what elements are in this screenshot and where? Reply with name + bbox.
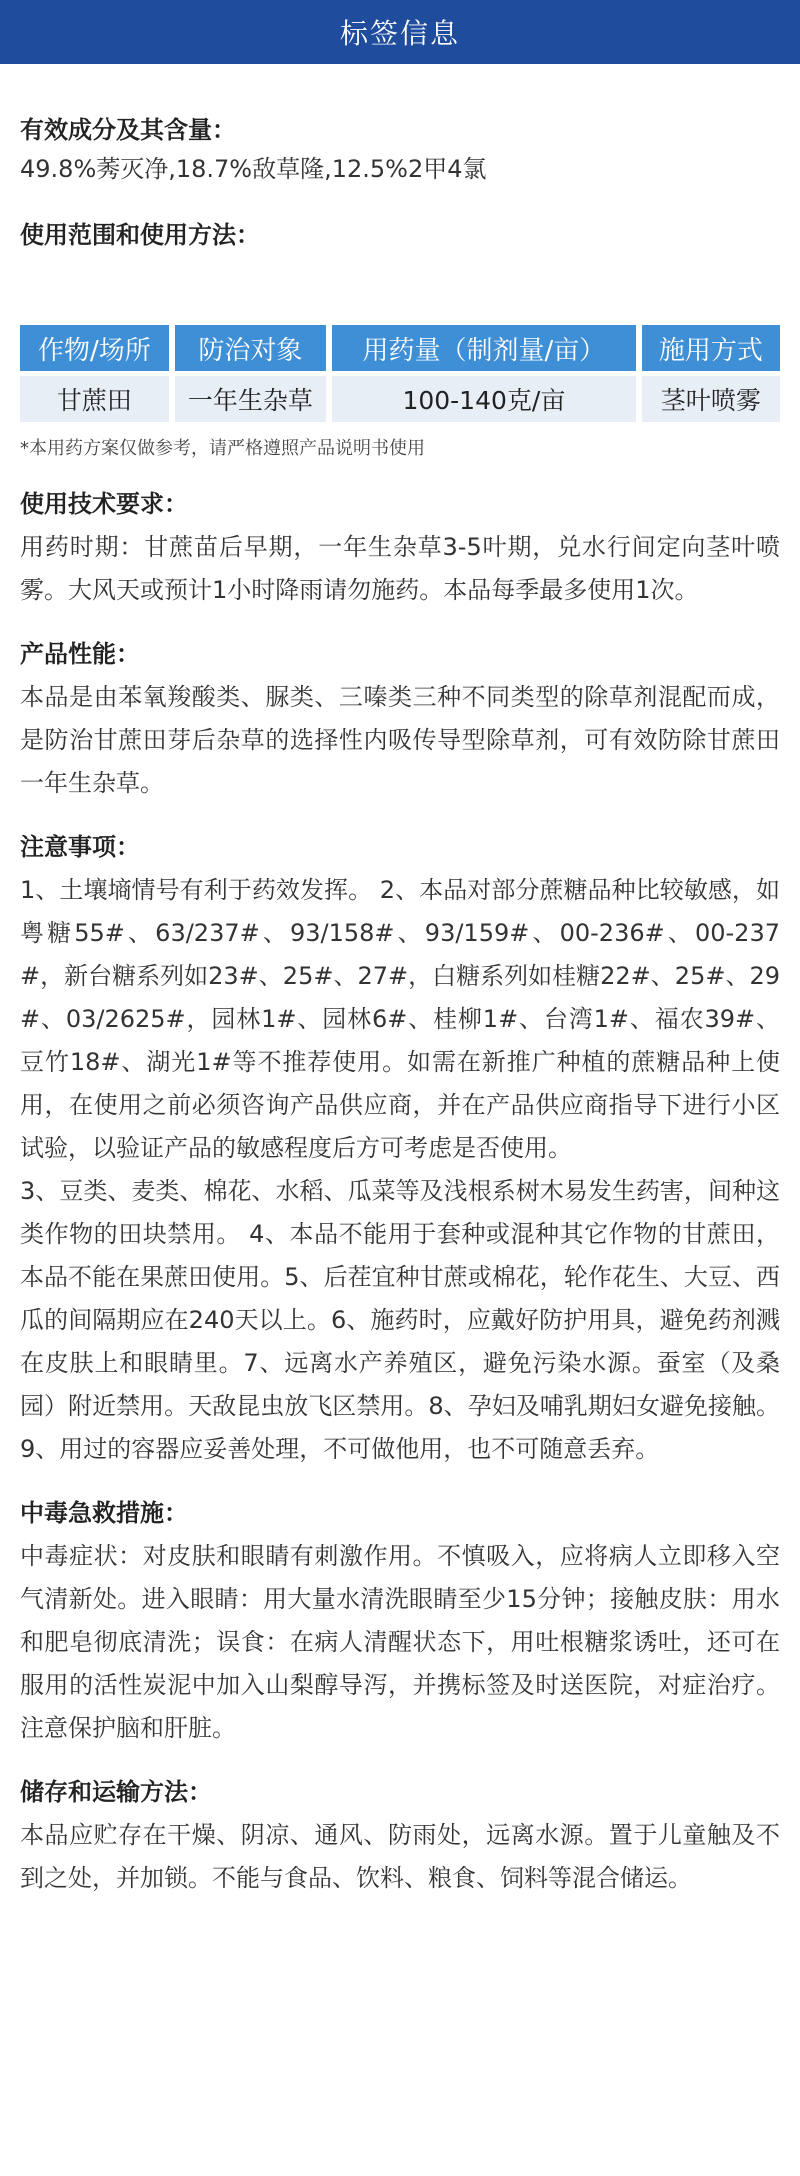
precautions-section: [20, 829, 780, 1471]
storage-title: 储存和运输方法：: [20, 1778, 212, 1806]
storage-section: [20, 1774, 780, 1900]
usage-table: [14, 325, 786, 422]
usage-title: 使用范围和使用方法：: [20, 221, 260, 249]
ingredients-title: 有效成分及其含量：: [20, 116, 236, 144]
ingredients-text: 49.8%莠灭净,18.7%敌草隆,12.5%2甲4氯: [20, 155, 487, 183]
table-cell: 100-140克/亩: [332, 371, 636, 422]
usage-section: [20, 217, 780, 462]
performance-text: 本品是由苯氧羧酸类、脲类、三嗪类三种不同类型的除草剂混配而成，是防治甘蔗田芽后杂草的选择性内吸传导型除草剂，可有效防除甘蔗田一年生杂草。: [20, 683, 780, 797]
precautions-text-1: 1、土壤墒情号有利于药效发挥。 2、本品对部分蔗糖品种比较敏感，如粤糖55#、63/237#、93/158#、93/159#、00-236#、00-237#，新台糖系列如23#、25#、27#，白糖系列如桂糖22#、25#、29#、03/2625#，园林1#、园林6#、桂柳1#、台湾1#、福农39#、豆竹18#、湖光1#等不推荐使用。如需在新推广种植的蔗糖品种上使用，在使用之前必须咨询产品供应商，并在产品供应商指导下进行小区试验，以验证产品的敏感程度后方可考虑是否使用。: [20, 876, 780, 1162]
column-header: 作物/场所: [20, 325, 169, 371]
ingredients-section: [20, 112, 780, 191]
usage-note: *本用药方案仅做参考，请严格遵照产品说明书使用: [20, 438, 425, 459]
technical-section: [20, 486, 780, 612]
label-content: [0, 112, 800, 1900]
firstaid-text: 中毒症状：对皮肤和眼睛有刺激作用。不慎吸入，应将病人立即移入空气清新处。进入眼睛：用大量水清洗眼睛至少15分钟；接触皮肤：用水和肥皂彻底清洗；误食：在病人清醒状态下，用吐根糖浆诱吐，还可在服用的活性炭泥中加入山梨醇导泻，并携标签及时送医院，对症治疗。注意保护脑和肝脏。: [20, 1542, 780, 1742]
column-header: 防治对象: [175, 325, 326, 371]
table-header-row: [20, 325, 780, 371]
column-header: 用药量（制剂量/亩）: [332, 325, 636, 371]
firstaid-section: [20, 1495, 780, 1750]
technical-text: 用药时期：甘蔗苗后早期，一年生杂草3-5叶期，兑水行间定向茎叶喷雾。大风天或预计1小时降雨请勿施药。本品每季最多使用1次。: [20, 533, 780, 604]
column-header: 施用方式: [642, 325, 780, 371]
table-cell: 一年生杂草: [175, 371, 326, 422]
header-bar: [0, 0, 800, 64]
performance-section: [20, 636, 780, 805]
page-title: 标签信息: [339, 17, 460, 50]
precautions-text-2: 3、豆类、麦类、棉花、水稻、瓜菜等及浅根系树木易发生药害，间种这类作物的田块禁用。 4、本品不能用于套种或混种其它作物的甘蔗田，本品不能在果蔗田使用。5、后茬宜种甘蔗或棉花，轮作花生、大豆、西瓜的间隔期应在240天以上。6、施药时，应戴好防护用具，避免药剂溅在皮肤上和眼睛里。7、远离水产养殖区，避免污染水源。蚕室（及桑园）附近禁用。天敌昆虫放飞区禁用。8、孕妇及哺乳期妇女避免接触。9、用过的容器应妥善处理，不可做他用，也不可随意丢弃。: [20, 1177, 780, 1463]
precautions-title: 注意事项：: [20, 833, 140, 861]
storage-text: 本品应贮存在干燥、阴凉、通风、防雨处，远离水源。置于儿童触及不到之处，并加锁。不能与食品、饮料、粮食、饲料等混合储运。: [20, 1821, 780, 1892]
firstaid-title: 中毒急救措施：: [20, 1499, 188, 1527]
table-cell: 茎叶喷雾: [642, 371, 780, 422]
table-cell: 甘蔗田: [20, 371, 169, 422]
table-row: [20, 371, 780, 422]
technical-title: 使用技术要求：: [20, 490, 188, 518]
performance-title: 产品性能：: [20, 640, 140, 668]
